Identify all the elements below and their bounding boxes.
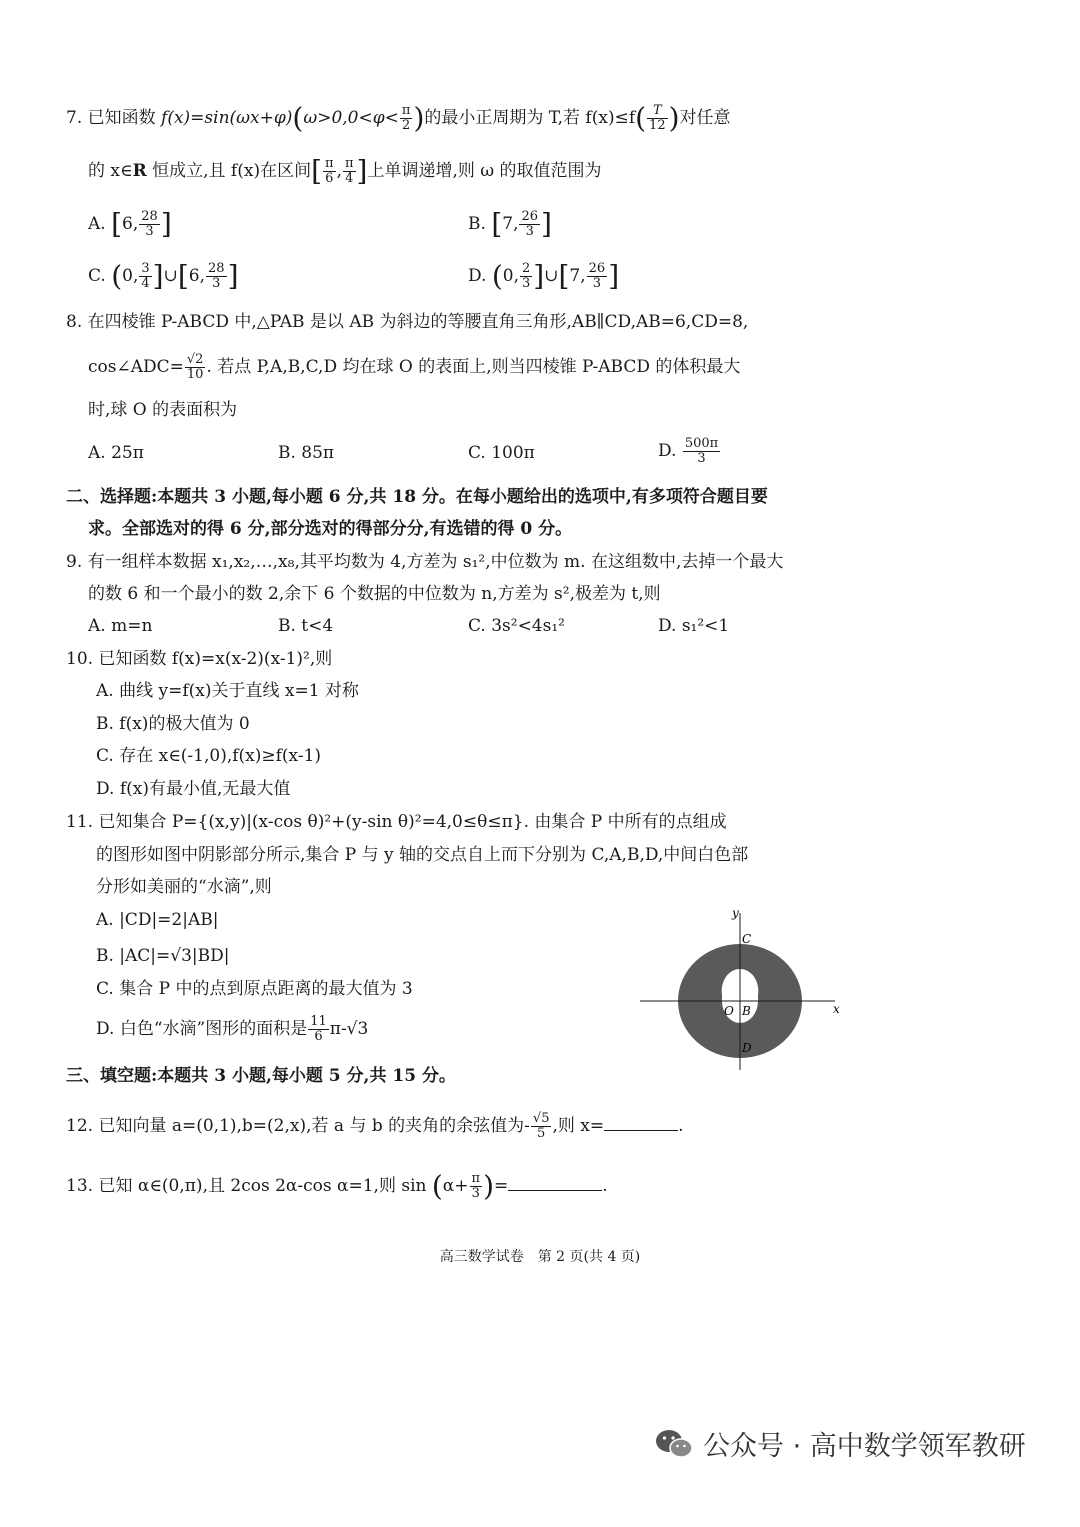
q8-option-b[interactable]: B. 85π — [278, 443, 335, 463]
q9-option-b[interactable]: B. t<4 — [278, 616, 334, 636]
section2-heading-cont: 求。全部选对的得 6 分,部分选对的得部分分,有选错的得 0 分。 — [88, 519, 573, 539]
q13-frac: $\frac{\pi}{3}$ — [471, 1171, 481, 1201]
q8-line3: 时,球 O 的表面积为 — [88, 400, 238, 420]
q7-func: f(x)=sin(ωx+φ) — [161, 108, 293, 128]
q7-option-b[interactable]: B. [7, $\frac{26}{3}$ ] — [468, 207, 552, 241]
q12-line: 12. 已知向量 a=(0,1),b=(2,x),若 a 与 b 的夹角的余弦值为- $\frac{√5}{5}$ ,则 x= . — [66, 1111, 684, 1141]
point-d-label: D — [742, 1041, 752, 1055]
q7-R: R — [132, 161, 147, 181]
q11-option-b[interactable]: B. |AC|=√3|BD| — [96, 946, 230, 966]
q7-frac-t12: $\frac{T}{12}$ — [649, 103, 666, 133]
q10-line1: 10. 已知函数 f(x)=x(x-2)(x-1)²,则 — [66, 649, 333, 669]
watermark-text: 公众号 · 高中数学领军教研 — [703, 1431, 1026, 1462]
page-footer: 高三数学试卷 第 2 页(共 4 页) — [439, 1249, 641, 1265]
q7-line2: 的 x∈R 恒成立,且 f(x)在区间[ $\frac{\pi}{6}$ , $\frac{\pi}{4}$ ]上单调递增,则 ω 的取值范围为 — [88, 154, 602, 188]
q10-option-c[interactable]: C. 存在 x∈(-1,0),f(x)≥f(x-1) — [96, 746, 322, 766]
q13-line: 13. 已知 α∈(0,π),且 2cos 2α-cos α=1,则 sin (α+ $\frac{\pi}{3}$ )= . — [66, 1169, 608, 1203]
point-b-label: B — [742, 1004, 751, 1018]
q9-line2: 的数 6 和一个最小的数 2,余下 6 个数据的中位数为 n,方差为 s²,极差为 t,则 — [88, 584, 661, 604]
q7-cond: ω>0,0<φ< — [303, 108, 399, 128]
q8-line1: 8. 在四棱锥 P-ABCD 中,△PAB 是以 AB 为斜边的等腰直角三角形,AB∥CD,AB=6,CD=8, — [66, 312, 749, 332]
q7-line1: 7. 已知函数 f(x)=sin(ωx+φ)(ω>0,0<φ< $\frac{\pi}{2}$ )的最小正周期为 T,若 f(x)≤f( $\frac{T}{12}$ )对任意 — [66, 101, 731, 135]
q12-answer-blank[interactable] — [604, 1130, 678, 1131]
q10-option-b[interactable]: B. f(x)的极大值为 0 — [96, 714, 250, 734]
q9-option-d[interactable]: D. s₁²<1 — [658, 616, 730, 636]
origin-label: O — [724, 1004, 734, 1018]
q8-option-d[interactable]: D. $\frac{500\pi}{3}$ — [658, 436, 719, 466]
x-label: x — [833, 1002, 840, 1016]
wechat-icon — [655, 1428, 693, 1460]
watermark — [655, 1424, 1026, 1463]
q11-line2: 的图形如图中阴影部分所示,集合 P 与 y 轴的交点自上而下分别为 C,A,B,D,中间白色部 — [96, 845, 749, 865]
point-a-label: A — [728, 974, 737, 988]
q11-line3: 分形如美丽的“水滴”,则 — [96, 877, 272, 897]
q11-option-c[interactable]: C. 集合 P 中的点到原点距离的最大值为 3 — [96, 979, 413, 999]
q9-line1: 9. 有一组样本数据 x₁,x₂,…,x₈,其平均数为 4,方差为 s₁²,中位数为 m. 在这组数中,去掉一个最大 — [66, 552, 784, 572]
q11-line1: 11. 已知集合 P={(x,y)|(x-cos θ)²+(y-sin θ)²=4,0≤θ≤π}. 由集合 P 中所有的点组成 — [66, 812, 727, 832]
q7-text: 7. 已知函数 — [66, 108, 162, 128]
q7-frac-pi2: $\frac{\pi}{2}$ — [401, 103, 411, 133]
q8-frac: $\frac{√2}{10}$ — [186, 352, 204, 382]
q7-any: 对任意 — [679, 108, 731, 128]
q9-option-c[interactable]: C. 3s²<4s₁² — [468, 616, 565, 636]
q7-frac-pi6: $\frac{\pi}{6}$ — [325, 156, 334, 186]
section3-heading: 三、填空题:本题共 3 小题,每小题 5 分,共 15 分。 — [66, 1066, 456, 1086]
q7-period: 的最小正周期为 T,若 f(x)≤f — [424, 108, 636, 128]
q8-option-c[interactable]: C. 100π — [468, 443, 535, 463]
q7-text2: 的 x∈ — [88, 161, 133, 181]
q10-option-a[interactable]: A. 曲线 y=f(x)关于直线 x=1 对称 — [96, 681, 359, 701]
point-c-label: C — [742, 932, 752, 946]
q9-option-a[interactable]: A. m=n — [88, 616, 153, 636]
q7-option-c[interactable]: C. (0, $\frac{3}{4}$ ]∪[6, $\frac{28}{3}$ ] — [88, 259, 239, 293]
q7-text4: 上单调递增,则 ω 的取值范围为 — [367, 161, 602, 181]
q10-option-d[interactable]: D. f(x)有最小值,无最大值 — [96, 779, 291, 799]
q12-frac: $\frac{√5}{5}$ — [532, 1111, 550, 1141]
q11-option-d[interactable]: D. 白色“水滴”图形的面积是 $\frac{11}{6}$ π-√3 — [96, 1014, 369, 1044]
q7-frac-pi4: $\frac{\pi}{4}$ — [344, 156, 354, 186]
q7-text3: 恒成立,且 f(x)在区间 — [146, 161, 312, 181]
q13-answer-blank[interactable] — [508, 1190, 602, 1191]
y-label: y — [732, 906, 739, 920]
q8-line2: cos∠ADC= $\frac{√2}{10}$ . 若点 P,A,B,C,D 均在球 O 的表面上,则当四棱锥 P-ABCD 的体积最大 — [88, 352, 741, 382]
q8-option-a[interactable]: A. 25π — [88, 443, 144, 463]
q11-option-a[interactable]: A. |CD|=2|AB| — [96, 910, 219, 930]
section2-heading: 二、选择题:本题共 3 小题,每小题 6 分,共 18 分。在每小题给出的选项中,有多项符合题目要 — [66, 487, 768, 507]
q7-option-d[interactable]: D. (0, $\frac{2}{3}$ ]∪[7, $\frac{26}{3}$ ] — [468, 259, 620, 293]
q7-option-a[interactable]: A. [6, $\frac{28}{3}$ ] — [88, 207, 172, 241]
q11-figure — [640, 905, 850, 1075]
